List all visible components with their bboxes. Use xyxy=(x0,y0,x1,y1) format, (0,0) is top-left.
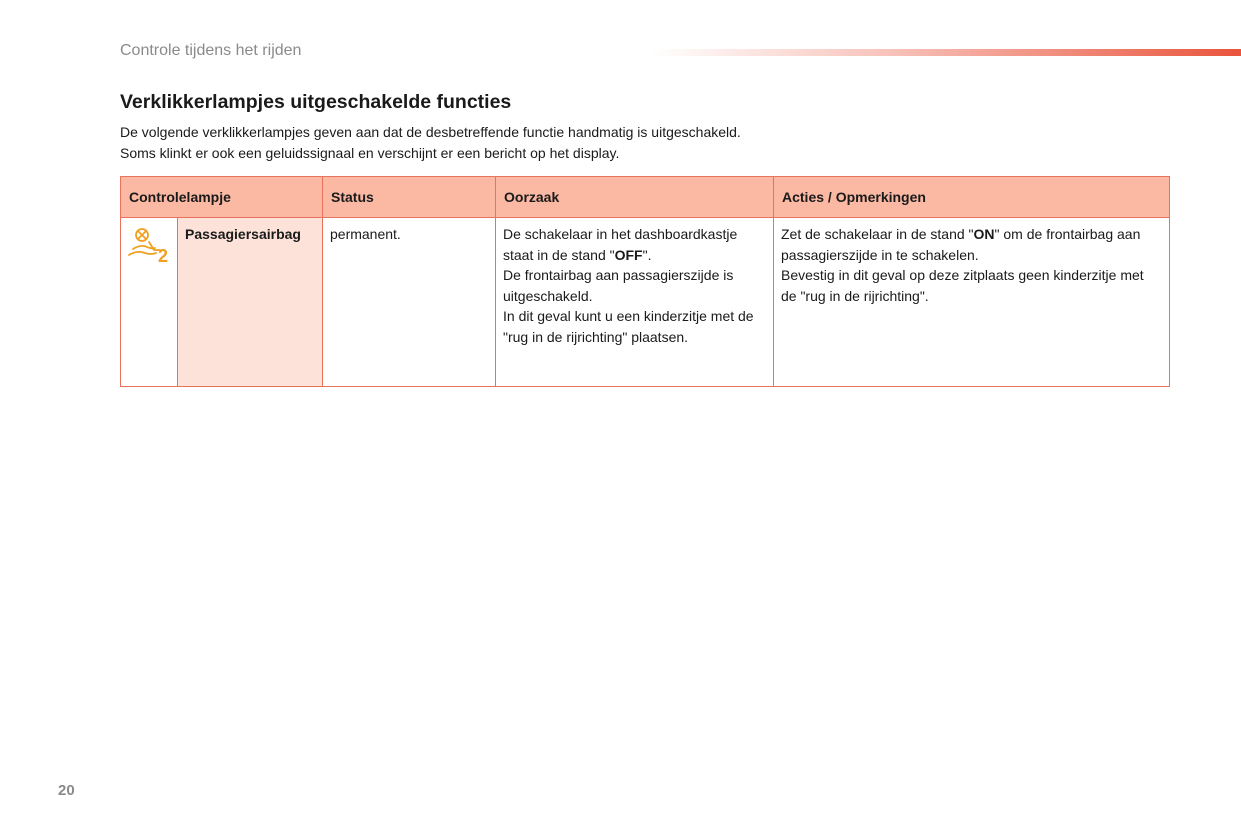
header-cause: Oorzaak xyxy=(496,177,774,218)
actions-paragraph-1: Zet de schakelaar in de stand "ON" om de frontairbag aan passagierszijde in te schakelen. xyxy=(781,226,1141,263)
intro-text xyxy=(120,122,741,164)
lamp-icon-cell xyxy=(121,218,178,387)
lamp-actions xyxy=(774,218,1170,387)
warning-lamps-table xyxy=(120,176,1170,387)
table-header-row xyxy=(121,177,1170,218)
cause-paragraph-1: De schakelaar in het dashboardkastje staat in de stand "OFF". xyxy=(503,226,738,263)
page-number: 20 xyxy=(58,782,75,799)
passenger-airbag-off-icon xyxy=(127,246,171,267)
header-accent-bar xyxy=(650,49,1241,56)
cause-paragraph-3: In dit geval kunt u een kinderzitje met de "rug in de rijrichting" plaatsen. xyxy=(503,308,754,345)
header-status: Status xyxy=(323,177,496,218)
header-actions: Acties / Opmerkingen xyxy=(774,177,1170,218)
section-title: Controle tijdens het rijden xyxy=(120,42,302,59)
intro-line-2: Soms klinkt er ook een geluidssignaal en verschijnt er een bericht op het display. xyxy=(120,145,620,161)
lamp-name: Passagiersairbag xyxy=(178,218,323,387)
lamp-cause xyxy=(496,218,774,387)
page-heading: Verklikkerlampjes uitgeschakelde functies xyxy=(120,91,512,113)
actions-paragraph-2: Bevestig in dit geval op deze zitplaats geen kinderzitje met de "rug in de rijrichting". xyxy=(781,267,1144,304)
svg-text:2: 2 xyxy=(158,246,169,264)
cause-paragraph-2: De frontairbag aan passagierszijde is uitgeschakeld. xyxy=(503,267,734,304)
lamp-status: permanent. xyxy=(323,218,496,387)
header-lamp: Controlelampje xyxy=(121,177,323,218)
on-position-label: ON xyxy=(973,226,995,242)
table-row xyxy=(121,218,1170,387)
off-position-label: OFF xyxy=(614,246,643,263)
intro-line-1: De volgende verklikkerlampjes geven aan dat de desbetreffende functie handmatig is uitgeschakeld. xyxy=(120,124,741,140)
